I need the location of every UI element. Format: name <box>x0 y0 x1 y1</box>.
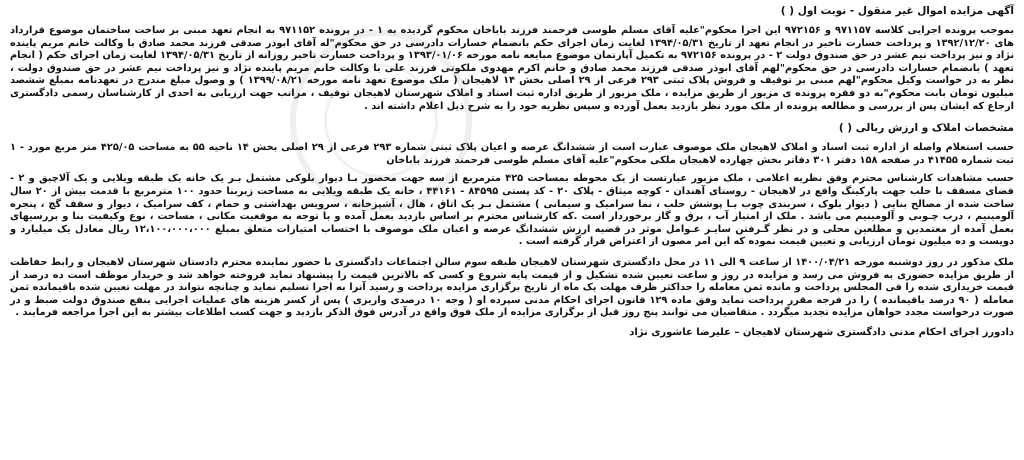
property-specs-heading: مشخصات املاک و ارزش ریالی ( ) <box>838 122 1014 135</box>
expert-assessment-paragraph: حسب مشاهدات کارشناس محترم وفق نظریه اعلامی ، ملک مزبور عبارتست از یک محوطه بمساحت ۴۲۵ مترمربع از سه جهت محصور بـا دیوار بلوکی مشتمل بـر یک خانه یک طبقه ویلایی و یک آلاچیق و ۲ - فضای مسقف با حلب جهت پارکینگ واقع در لاهیجان - روستای آهندان - کوچه میثاق - پلاک ۲۰ - کد پستی ۸۴۵۹۵ - ۴۴۱۶۱ ، خانه یک طبقه ویلایی به مساحت زیربنا حدود ۱۰۰ مترمربع با قدمت بیش از ۲۰ سال ساخت شده از مصالح بنایی ( دیوار بلوک ، سربندی چوب بـا پوشش حلب ، نما سرامیک و سیمانی ) مشتمل بـر یک اتاق ، هال ، آشپزخانه ، سرویس بهداشتی و حمام ، کف سرامیک ، دیوار و سقف گچ ، پنجره آلومینیم ، درب چـوبی و آلومینیم می باشد . ملک از امتیاز آب ، برق و گاز برخوردار است .که کارشناس محترم بر اساس بازدید بعمل آمده و با توجه به موقعیت مکانی ، مساحت ، نوع وکیفیت بنا و بررسیهای بعمل آمده از معتمدین و مطلعین محلی و در نظر گـرفتن سایـر عـوامل موثر در قضیه ارزش ششدانگ عرصه و اعیان ملک موصوف با احتساب امتیازات متعلق بمبلغ ۱۲،۱۰۰،۰۰۰،۰۰۰ ریال معادل یک میلیارد و دویست و ده میلیون تومان ارزیابی و تعیین قیمت نموده که این امر مصون از اعتراض قرار گرفته است . <box>10 173 1014 248</box>
case-description-paragraph: بموجب پرونده اجرایی کلاسه ۹۷۱۱۵۷ و ۹۷۲۱۵۶ این اجرا محکوم"علیه آقای مسلم طوسی فرحمند فرزند باباخان محکوم گردیده به ۱ - در پرونده ۹۷۱۱۵۲ به انجام تعهد مبنی بر ساخت ساختمان موضوع قرارداد های ۱۳۹۲/۱۲/۲۰ و پرداخت خسارت تاخیر در انجام تعهد از تاریخ ۱۳۹۴/۰۵/۳۱ لغایت زمان اجرای حکم بانضمام خسارات دادرسی در حق محکوم"له آقای ابوذر صدقی فرزند محمد صادق با وکالت خانم مریم پاینده نژاد و نیز پرداخت نیم عشر در حق صندوق دولت ۲ - در پرونده ۹۷۲۱۵۶ به تکمیل آپارتمان موضوع مبایعه نامه مورخه ۱۳۹۳/۰۱/۰۶ و پرداخت خسارت تاخیر روزانه از تاریخ ۱۳۹۴/۰۵/۳۱ لغایت زمان اجرای حکم ( انجام تعهد ) بانضمام خسارات دادرسی در حق محکوم"لهم آقای ابوذر صدقی فرزند محمد صادق و خانم اکرم مهدوی ملکوتی فرزند علی با وکالت خانم مریم پاینده نژاد و نیز پرداخت نیم عشر در حق صندوق دولت ، نظر به در خواست وکیل محکوم"لهم مبنی بر توقیف و فروش پلاک ثبتی ۲۹۳ فرعی از ۲۹ اصلی بخش ۱۴ لاهیجان ( ملک موضوع تعهد نامه مورخه ۱۳۹۹/۰۸/۲۱ ) و وصول مبلغ مندرج در تعهدنامه بمبلغ ششصد میلیون تومان بابت محکوم"به دو فقره پرونده ی مزبور از طریق مزایده ، ملک مزبور از طریق اداره ثبت اسناد و املاک شهرستان لاهیجان توقیف ، مراتب جهت ارزیابی به احدی از کارشناسان رسمی دادگستری ارجاع که ایشان پس از بررسی و مطالعه پرونده از ملک مورد نظر بازدید بعمل آورده و سپس نظریه خود را به شرح ذیل اعلام داشته اند . <box>10 25 1014 112</box>
registry-inquiry-paragraph: حسب استعلام واصله از اداره ثبت اسناد و املاک لاهیجان ملک موصوف عبارت است از ششدانگ عرصه و اعیان پلاک ثبتی شماره ۲۹۳ فرعی از ۲۹ اصلی بخش ۱۴ ناحیه ۵۵ به مساحت ۴۲۵/۰۵ متر مربع مورد - ۱ ثبت شماره ۴۱۴۵۵ در صفحه ۱۵۸ دفتر ۳۰۱ دفاتر بخش چهارده لاهیجان ملکی محکوم"علیه آقای مسلم طوسی فرحمند فرزند باباخان <box>10 142 1015 166</box>
notice-title: آگهی مزایده اموال غیر منقول - نوبت اول ( ) <box>780 5 1014 17</box>
auction-terms-paragraph: ملک مذکور در روز دوشنبه مورخه ۱۴۰۰/۰۴/۲۱ از ساعت ۹ الی ۱۱ در محل دادگستری شهرستان لاهیجان طبقه سوم سالن اجتماعات دادگستری با حضور نماینده محترم دادستان شهرستان لاهیجان و رابط حفاظت از طریق مزایده حضوری به فروش می رسد و مزایده در روز و ساعت تعیین شده تشکیل و از قیمت پایه شروع و کسی که بالاترین قیمت را پیشنهاد نماید فروخته خواهد شد و خریدار موظف است ده درصد از قیمت خریداری شده را فی المجلس پرداخت و مانده ثمن معامله را حداکثر ظرف مهلت یک ماه از تاریخ برگزاری مزایده پرداخت و رسید آنرا به اجرا تسلیم نماید و چنانچه نتواند در مهلت تعیین شده باقیمانده ثمن معامله ( ۹۰ درصد باقیمانده ) را در فرجه مقرر پرداخت نماید وفق ماده ۱۲۹ قانون اجرای احکام مدنی سپرده او ( وجه ۱۰ درصدی واریزی ) پس از کسر هزینه های عملیات اجرایی بنفع صندوق دولت ضبط و در صورت درخواست مجدد خواهان مزایده تجدید میگردد . متقاضیان می توانند پنج روز قبل از برگزاری مزایده از ملک فوق واقع در آدرس فوق الذکر بازدید و جهت کسب اطلاعات بیشتر به این اجرا مراجعه فرمایند . <box>10 256 1014 319</box>
officer-signature: دادورز اجرای احکام مدنی دادگستری شهرستان لاهیجان – علیرضا عاشوری نژاد <box>629 326 1014 338</box>
